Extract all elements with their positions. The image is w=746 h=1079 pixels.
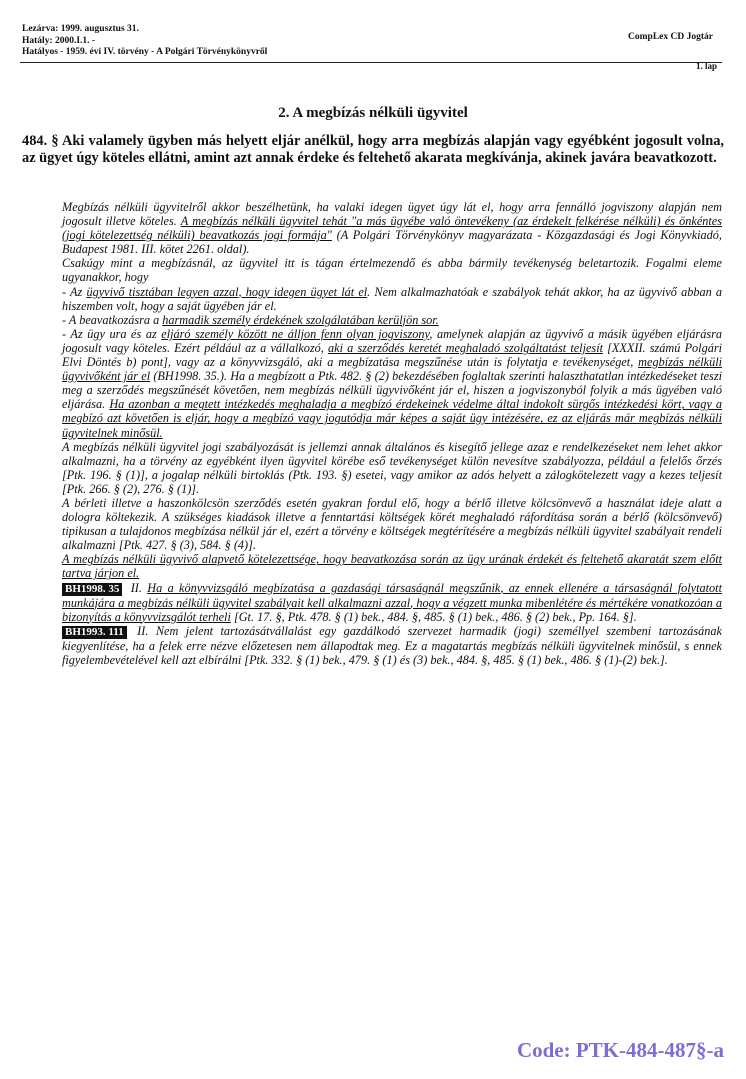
commentary-bullet — [62, 327, 722, 440]
commentary-paragraph: A bérleti illetve a haszonkölcsön szerződés esetén gyakran fordul elő, hogy a bérlő illetve kölcsönvevő a használat ideje alatt a dologra költekezik. A szükséges kiadások illetve a fenntartási költségek körét meghaladó ráfordítása során a bérlő (kölcsönvevő) tipikusan a tulajdonos megbízása nélkül jár el, ezért a törvény e költségek megtérítésére a megbízás nélküli ügyvitel szabályait rendeli alkalmazni [Ptk. 427. § (3), 584. § (4)]. — [62, 495, 722, 553]
statute-paragraph: 484. § Aki valamely ügyben más helyett eljár anélkül, hogy arra megbízás alapján vagy egyébként jogosult volna, az ügyet úgy köteles ellátni, amint azt annak érdeke és feltehető akarata megkívánja, akinek javára beavatkozott. — [22, 133, 724, 166]
header-meta — [22, 24, 267, 59]
case-reference-badge: BH1998. 35 — [62, 583, 122, 596]
underlined-span: A megbízás nélküli ügyvitel tehát "a más ügyébe való öntevékeny (az érdekelt felkérése nélküli) és önkéntes (jogi kötelezettség nélküli) beavatkozás jogi formája" — [62, 214, 722, 243]
underlined-span: ügyvivő tisztában legyen azzal, hogy idegen ügyet lát el — [86, 284, 368, 299]
underlined-span: harmadik személy érdekének szolgálatában kerüljön sor. — [162, 312, 439, 327]
underlined-span: A megbízás nélküli ügyvivő alapvető kötelezettsége, hogy beavatkozása során az ügy urának érdekét és feltehető akaratát szem előtt tartva járjon el. — [62, 552, 722, 581]
underlined-span: megbízás nélküli ügyvivőként jár el — [62, 355, 722, 384]
section-title: 2. A megbízás nélküli ügyvitel — [278, 105, 468, 121]
document-code: Code: PTK-484-487§-a — [516, 1038, 724, 1062]
text-span: , amelynek alapján az ügyvivő a másik ügyében eljárásra jogosult vagy köteles. Ezért például az a vállalkozó, — [62, 326, 722, 355]
commentary-paragraph — [62, 200, 722, 256]
case-reference-badge: BH1993. 111 — [62, 626, 127, 639]
commentary-paragraph: Csakúgy mint a megbízásnál, az ügyvitel itt is tágan értelmezendő és abba bármily tevékenység beletartozik. Fogalmi eleme ugyanakkor, hogy — [62, 256, 722, 285]
header-effective-date: Hatály: 2000.I.1. - — [22, 35, 96, 46]
case-law-entry — [62, 624, 722, 667]
text-span: (BH1998. 35.). Ha a megbízott a Ptk. 482. § (2) bekezdésében foglaltak szerinti halaszthatatlan intézkedéseket teszi meg a szerződés megszűnését követően, nem megbízás nélküli ügyvivőként jár el, hiszen a jogviszonyból folyik a más ügyében való eljárása. — [62, 369, 722, 412]
underlined-span: eljáró személy között ne álljon fenn olyan jogviszony — [161, 326, 430, 341]
text-span: - Az ügy ura és az — [62, 326, 162, 341]
commentary-bullet — [62, 313, 722, 327]
case-law-entry — [62, 581, 722, 624]
commentary-paragraph: A megbízás nélküli ügyvitel jogi szabályozását is jellemzi annak általános és kisegítő jellege azaz e rendelkezéseket nem lehet akkor alkalmazni, ha a törvény az egyébként ilyen ügyvitel körébe eső tevékenységet külön nevesítve szabályozza, például a felelős őrzés [Ptk. 196. § (1)], a jogalap nélküli birtoklás (Ptk. 193. §) esetei, vagy amikor az adós helyett a zálogkötelezett vagy a kezes teljesít [Ptk. 266. § (2), 276. § (1)]. — [62, 439, 722, 496]
text-span: - Az — [62, 284, 87, 299]
header-law-title: Hatályos - 1959. évi IV. törvény - A Polgári Törvénykönyvről — [22, 47, 268, 57]
text-span: Megbízás nélküli ügyvitelről akkor beszélhetünk, ha valaki idegen ügyet úgy lát el, hogy arra fennálló jogviszony alapján nem jogosult illetve köteles. — [62, 200, 722, 229]
header-closed-date: Lezárva: 1999. augusztus 31. — [22, 24, 139, 34]
text-span: (A Polgári Törvénykönyv magyarázata - Közgazdasági és Jogi Könyvkiadó, Budapest 1981. III. kötet 2261. oldal). — [62, 228, 722, 257]
text-span: [XXXII. számú Polgári Elvi Döntés b) pont], vagy az a könyvvizsgáló, aki a megbízatása megszűnése után is folytatja e tevékenységet, — [62, 340, 722, 370]
commentary-body — [62, 200, 722, 667]
commentary-bullet — [62, 285, 722, 313]
underlined-span: aki a szerződés keretét meghaladó szolgáltatást teljesít — [328, 340, 603, 355]
text-span: II. — [125, 580, 148, 595]
text-span: . Nem alkalmazhatóak e szabályok tehát akkor, ha az ügyvivő abban a hiszemben volt, hogy a saját ügyében jár el. — [62, 284, 722, 313]
header-page-number: 1. lap — [695, 61, 717, 71]
text-span: [Gt. 17. §, Ptk. 478. § (1) bek., 484. §, 485. § (1) bek., 486. § (2) bek., Pp. 164. §]. — [230, 609, 637, 624]
text-span: - A beavatkozásra a — [62, 312, 163, 327]
header-divider — [20, 62, 722, 63]
underlined-span: Ha a könyvvizsgáló megbízatása a gazdasági társaságnál megszűnik, az ennek ellenére a társaságnál folytatott munkájára a megbízás nélküli ügyvitel szabályait kell alkalmazni azzal, hogy a végzett munka mibenlétére és mértékére vonatkozóan a bizonyítás a könyvvizsgálót terheli — [62, 580, 722, 624]
commentary-paragraph — [62, 552, 722, 580]
underlined-span: Ha azonban a megtett intézkedés meghaladja a megbízó érdekeinek védelme által indokolt sürgős intézkedési kört, vagy a megbízó azt követően is eljár, hogy a megbízó vagy jogutódja már képes a saját ügy intézésére, ez az eljárás már megbízás nélküli ügyvitelnek minősül. — [62, 397, 722, 440]
text-span: II. Nem jelent tartozásátvállalást egy gazdálkodó szervezet harmadik (jogi) személlyel szembeni tartozásának kiegyenlítése, ha a felek erre nézve előzetesen nem állapodtak meg. Ez a magatartás megbízás nélküli ügyvitelnek minősül, s ennek figyelembevételével kell azt elbírálni [Ptk. 332. § (1) bek., 479. § (1) és (3) bek., 484. §, 485. § (1) bek., 486. § (1)-(2) bek.]. — [62, 623, 722, 667]
header-publisher: CompLex CD Jogtár — [628, 32, 713, 42]
